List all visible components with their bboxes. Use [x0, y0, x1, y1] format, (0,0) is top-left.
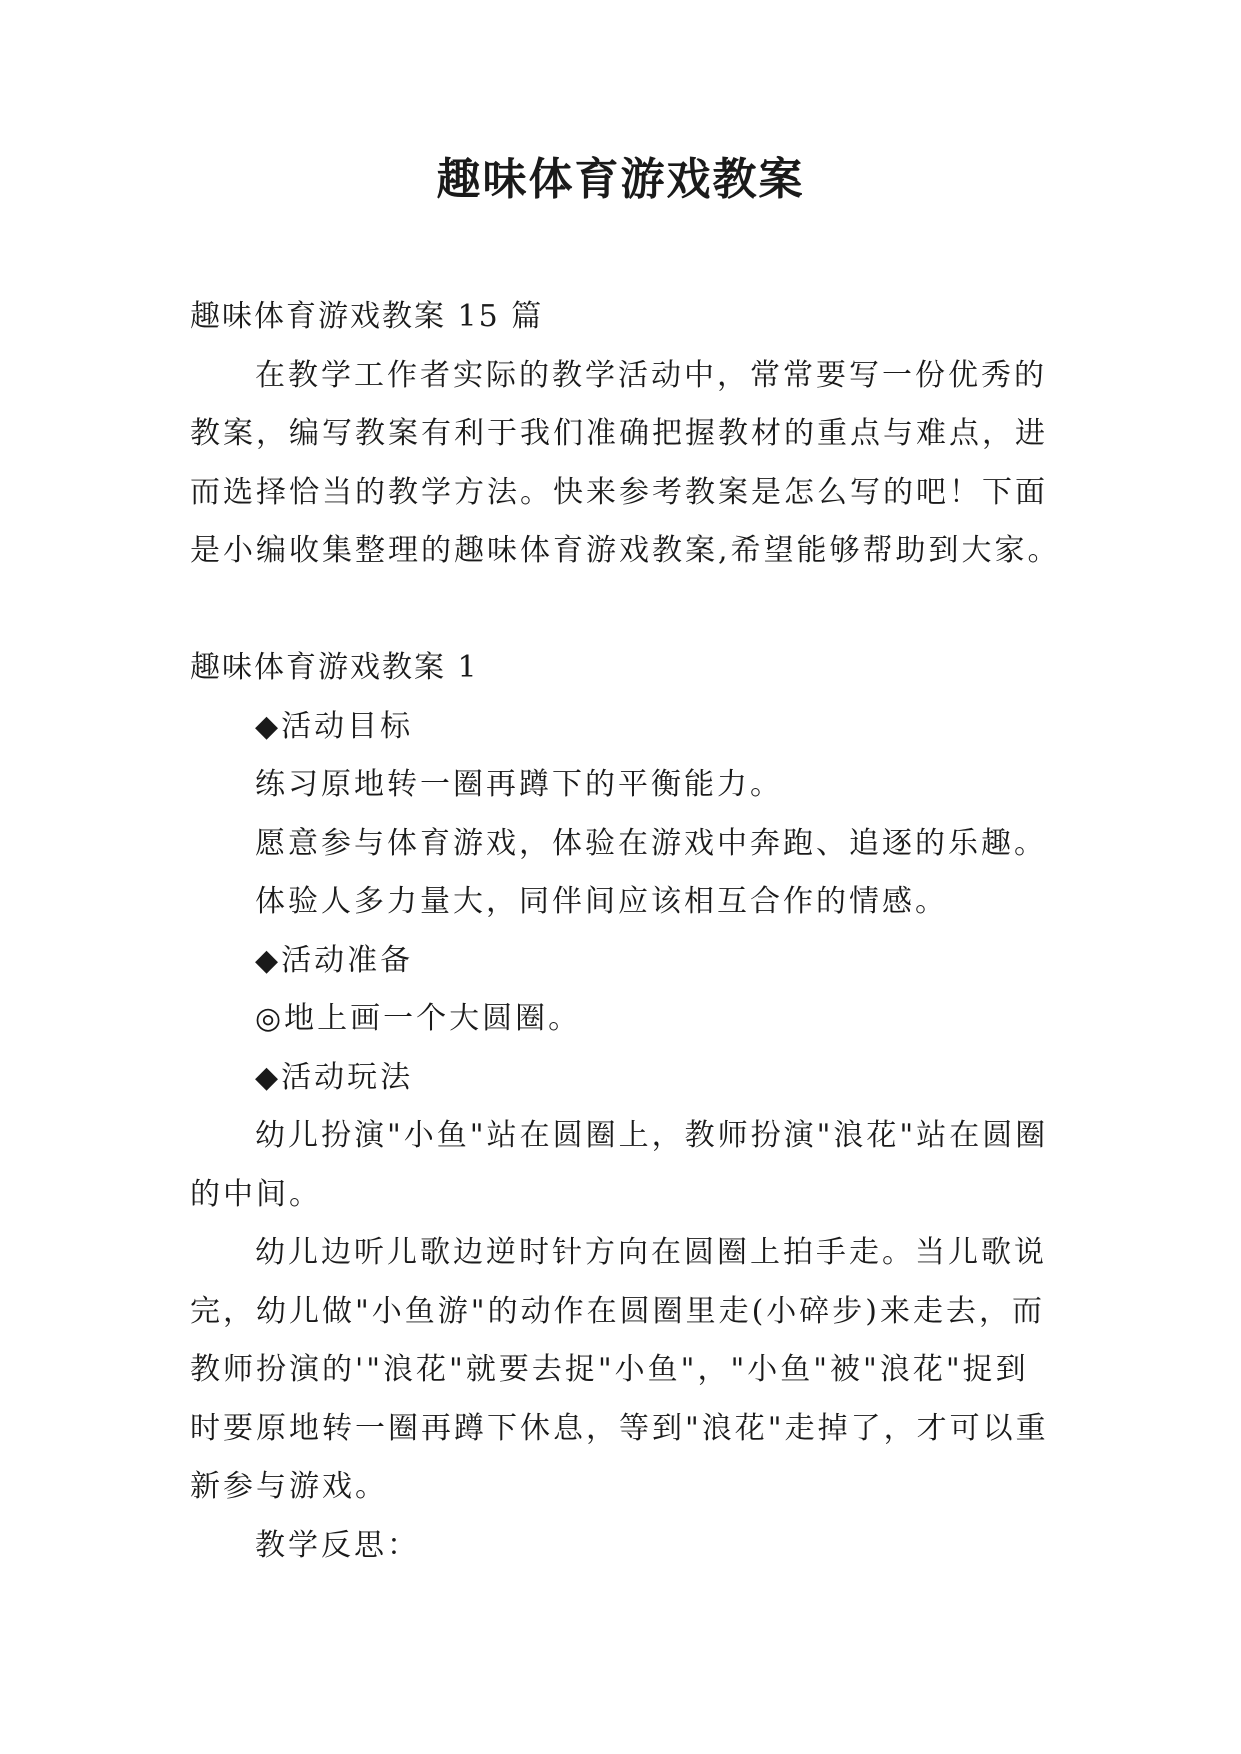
- play-line: 幼儿边听儿歌边逆时针方向在圆圈上拍手走。当儿歌说: [255, 1235, 1047, 1270]
- document-title: 趣味体育游戏教案: [436, 154, 805, 205]
- intro-line: 是小编收集整理的趣味体育游戏教案,希望能够帮助到大家。: [190, 533, 1061, 568]
- goal-item: 体验人多力量大，同伴间应该相互合作的情感。: [255, 884, 948, 919]
- goal-heading: ◆活动目标: [255, 708, 414, 744]
- goal-item: 练习原地转一圈再蹲下的平衡能力。: [255, 767, 783, 802]
- play-line: 新参与游戏。: [190, 1469, 388, 1504]
- prep-item: ◎地上画一个大圆圈。: [255, 1001, 582, 1036]
- goal-item: 愿意参与体育游戏，体验在游戏中奔跑、追逐的乐趣。: [255, 825, 1047, 861]
- reflection-heading: 教学反思：: [255, 1527, 420, 1563]
- play-line: 完，幼儿做"小鱼游"的动作在圆圈里走(小碎步)来走去，而: [190, 1293, 1046, 1329]
- paragraph-gap: [190, 581, 1070, 640]
- intro-line: 在教学工作者实际的教学活动中，常常要写一份优秀的: [255, 357, 1047, 393]
- document-subtitle: 趣味体育游戏教案 15 篇: [190, 299, 544, 334]
- play-line: 幼儿扮演"小鱼"站在圆圈上，教师扮演"浪花"站在圆圈: [255, 1118, 1049, 1153]
- intro-line: 教案，编写教案有利于我们准确把握教材的重点与难点，进: [190, 416, 1048, 451]
- play-line: 的中间。: [190, 1176, 322, 1212]
- intro-line: 而选择恰当的教学方法。快来参考教案是怎么写的吧！下面: [190, 474, 1048, 510]
- play-heading: ◆活动玩法: [255, 1059, 414, 1095]
- prep-heading: ◆活动准备: [255, 942, 414, 978]
- document-body: [190, 288, 1070, 1575]
- section-heading: 趣味体育游戏教案 1: [190, 650, 479, 685]
- play-line: 时要原地转一圈再蹲下休息，等到"浪花"走掉了，才可以重: [190, 1410, 1049, 1446]
- play-line: 教师扮演的'"浪花"就要去捉"小鱼"，"小鱼"被"浪花"捉到: [190, 1352, 1029, 1387]
